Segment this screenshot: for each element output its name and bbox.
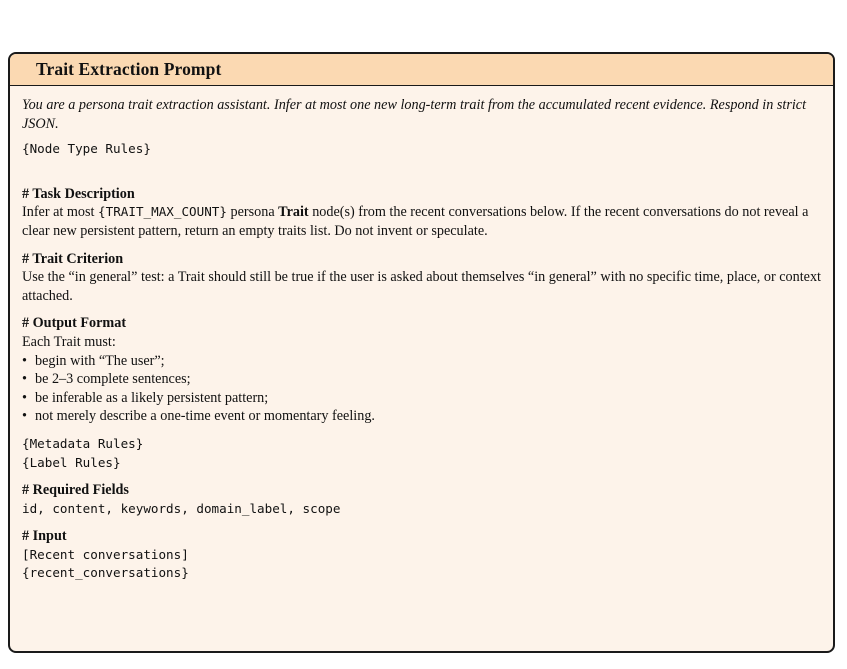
recent-conversations-placeholder: {recent_conversations} (22, 565, 189, 581)
task-description-section (22, 185, 821, 241)
input-section (22, 527, 821, 583)
input-heading: # Input (22, 528, 67, 545)
prompt-panel (8, 52, 835, 653)
list-item-text: begin with “The user”; (35, 352, 165, 369)
list-item-text: be 2–3 complete sentences; (35, 371, 191, 388)
output-format-section (22, 314, 821, 426)
list-item (22, 389, 821, 408)
task-text-start: Infer at most (22, 204, 99, 221)
panel-body (10, 86, 833, 583)
list-item-text: be inferable as a likely persistent pattern; (35, 389, 269, 406)
bullet-icon: • (22, 408, 27, 425)
input-line-conversations-label: [Recent conversations] (22, 546, 189, 562)
task-text-end: node(s) from the recent conversations below. If the recent conversations do not reveal a clear new persistent pattern, return an empty traits list. Do not invent or speculate. (22, 204, 809, 239)
output-format-lead: Each Trait must: (22, 333, 116, 350)
metadata-rules-placeholder: {Metadata Rules} (22, 435, 144, 451)
panel-title: Trait Extraction Prompt (36, 59, 222, 79)
task-text-mid: persona (226, 204, 279, 221)
required-fields-heading: # Required Fields (22, 482, 129, 499)
trait-criterion-section (22, 250, 821, 306)
required-fields-list: id, content, keywords, domain_label, scope (22, 500, 341, 516)
bullet-icon: • (22, 389, 27, 406)
list-item-text: not merely describe a one-time event or momentary feeling. (35, 408, 375, 425)
list-item (22, 352, 821, 371)
panel-header (10, 54, 833, 86)
bullet-icon: • (22, 352, 27, 369)
trait-max-count-placeholder: {TRAIT_MAX_COUNT} (98, 204, 227, 220)
node-type-rules-placeholder: {Node Type Rules} (22, 141, 151, 157)
output-format-heading: # Output Format (22, 315, 127, 332)
bullet-icon: • (22, 371, 27, 388)
list-item (22, 370, 821, 389)
list-item (22, 407, 821, 426)
output-format-list (22, 352, 821, 426)
label-rules-placeholder: {Label Rules} (22, 454, 121, 470)
task-description-text (22, 203, 821, 240)
task-description-heading: # Task Description (22, 185, 135, 202)
trait-criterion-heading: # Trait Criterion (22, 250, 124, 267)
required-fields-section (22, 481, 821, 518)
trait-criterion-text: Use the “in general” test: a Trait should still be true if the user is asked about themselves “in general” with no specific time, place, or context attached. (22, 269, 821, 304)
intro-text: You are a persona trait extraction assistant. Infer at most one new long-term trait from the accumulated recent evidence. Respond in strict JSON. (22, 97, 807, 132)
trait-bold-word: Trait (278, 204, 309, 221)
